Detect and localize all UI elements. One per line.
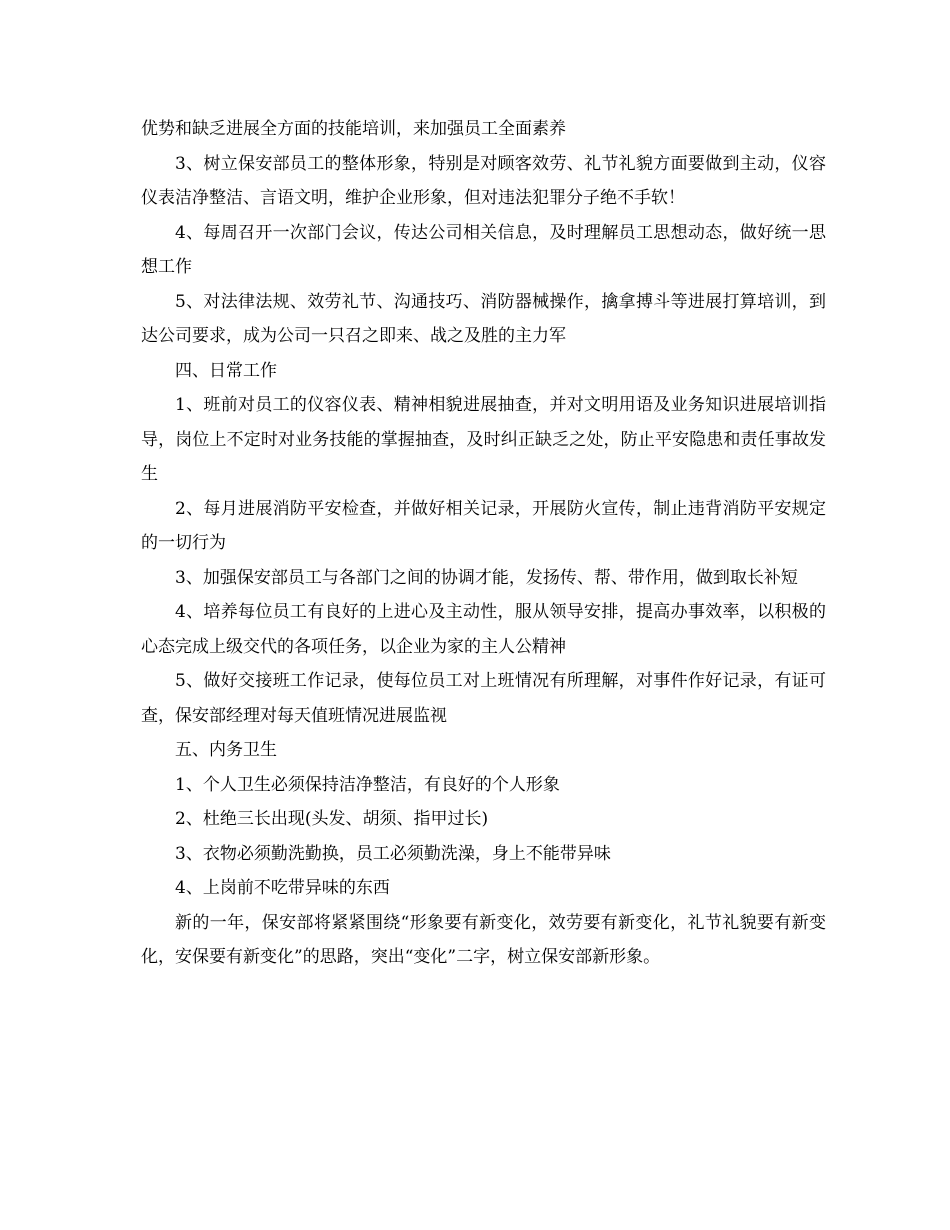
paragraph-item-2-grooming: 2、杜绝三长出现(头发、胡须、指甲过长) bbox=[175, 809, 489, 829]
paragraph-item-4-food: 4、上岗前不吃带异味的东西 bbox=[175, 878, 390, 898]
paragraph-item-2-fire-safety: 2、每月进展消防平安检查，并做好相关记录，开展防火宣传，制止违背消防平安规定的一切行为 bbox=[141, 498, 826, 553]
paragraph-item-1-personal-hygiene: 1、个人卫生必须保持洁净整洁，有良好的个人形象 bbox=[175, 774, 560, 795]
paragraph-conclusion: 新的一年，保安部将紧紧围绕“形象要有新变化，效劳要有新变化，礼节礼貌要有新变化，安保要有新变化”的思路，突出“变化”二字，树立保安部新形象。 bbox=[141, 912, 826, 967]
paragraph-item-5-training: 5、对法律法规、效劳礼节、沟通技巧、消防器械操作，擒拿搏斗等进展打算培训，到达公司要求，成为公司一只召之即来、战之及胜的主力军 bbox=[141, 291, 826, 346]
paragraph-item-1-inspection: 1、班前对员工的仪容仪表、精神相貌进展抽查，并对文明用语及业务知识进展培训指导，岗位上不定时对业务技能的掌握抽查，及时纠正缺乏之处，防止平安隐患和责任事故发生 bbox=[141, 395, 826, 484]
section-heading-hygiene: 五、内务卫生 bbox=[175, 740, 277, 760]
paragraph-continuation: 优势和缺乏进展全方面的技能培训，来加强员工全面素养 bbox=[141, 119, 566, 139]
section-heading-daily-work: 四、日常工作 bbox=[175, 360, 277, 381]
paragraph-item-5-shift-records: 5、做好交接班工作记录，使每位员工对上班情况有所理解，对事件作好记录，有证可查，保安部经理对每天值班情况进展监视 bbox=[141, 671, 826, 726]
paragraph-item-4-initiative: 4、培养每位员工有良好的上进心及主动性，服从领导安排，提高办事效率，以积极的心态完成上级交代的各项任务，以企业为家的主人公精神 bbox=[141, 602, 826, 657]
paragraph-item-3-clothing: 3、衣物必须勤洗勤换，员工必须勤洗澡，身上不能带异味 bbox=[175, 843, 611, 864]
paragraph-item-4-meeting: 4、每周召开一次部门会议，传达公司相关信息，及时理解员工思想动态，做好统一思想工作 bbox=[141, 222, 826, 277]
document-body bbox=[141, 112, 826, 975]
paragraph-item-3-image: 3、树立保安部员工的整体形象，特别是对顾客效劳、礼节礼貌方面要做到主动，仪容仪表洁净整洁、言语文明，维护企业形象，但对违法犯罪分子绝不手软！ bbox=[141, 153, 826, 208]
paragraph-item-3-coordination: 3、加强保安部员工与各部门之间的协调才能，发扬传、帮、带作用，做到取长补短 bbox=[175, 567, 798, 588]
